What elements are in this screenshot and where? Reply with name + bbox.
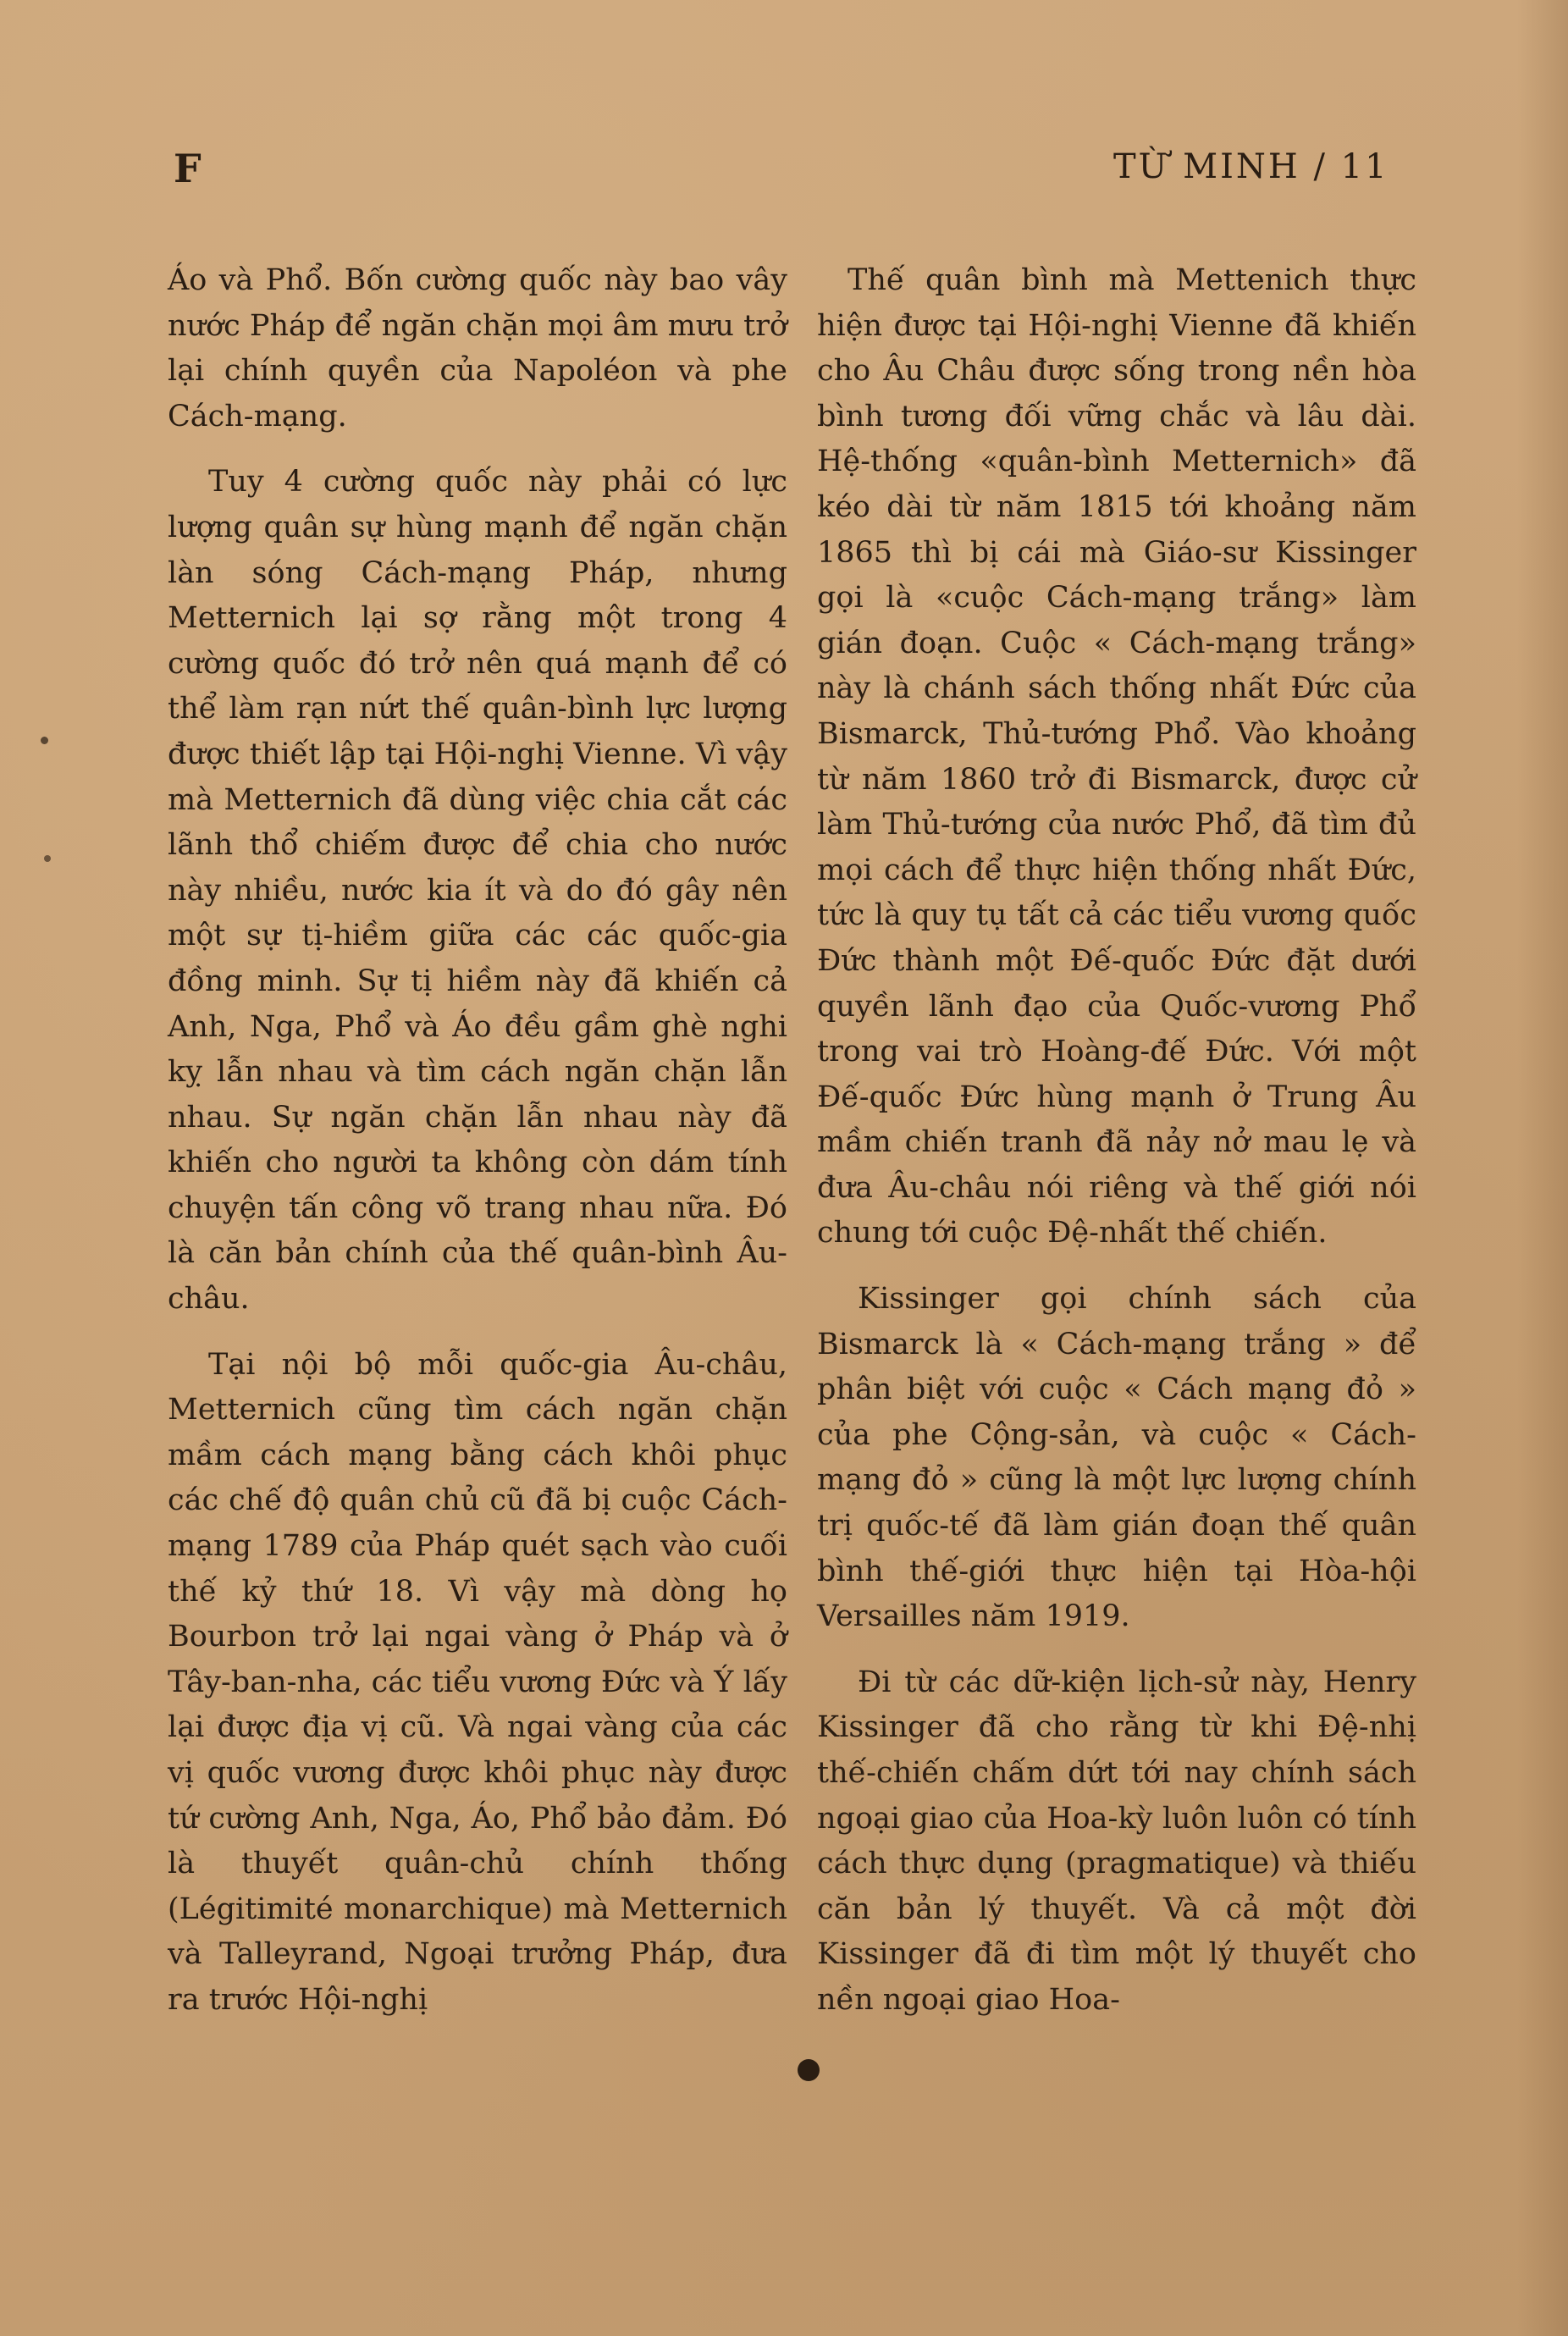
page-edge-shadow: [1517, 0, 1568, 2336]
paragraph: Kissinger gọi chính sách của Bismarck là « Cách-mạng trắng » để phân biệt với cuộc « Cách mạng đỏ » của phe Cộng-sản, và cuộc « Cách-mạng đỏ » cũng là một lực lượng chính trị quốc-tế đã làm gián đoạn thế quân bình thế-giới thực hiện tại Hòa-hội Versailles năm 1919.: [817, 1282, 1416, 1634]
page-corner-mark: F: [174, 146, 202, 191]
right-column: [817, 258, 1416, 2044]
paragraph: Tại nội bộ mỗi quốc-gia Âu-châu, Metternich cũng tìm cách ngăn chặn mầm cách mạng bằng cách khôi phục các chế độ quân chủ cũ đã bị cuộc Cách-mạng 1789 của Pháp quét sạch vào cuối thế kỷ thứ 18. Vì vậy mà dòng họ Bourbon trở lại ngai vàng ở Pháp và ở Tây-ban-nha, các tiểu vương Đức và Ý lấy lại được địa vị cũ. Và ngai vàng của các vị quốc vương được khôi phục này được tứ cường Anh, Nga, Áo, Phổ bảo đảm. Đó là thuyết quân-chủ chính thống (Légitimité monarchique) mà Metternich và Talleyrand, Ngoại trưởng Pháp, đưa ra trước Hội-nghị: [168, 1347, 787, 2017]
paragraph: Thế quân bình mà Mettenich thực hiện được tại Hội-nghị Vienne đã khiến cho Âu Châu được sống trong nền hòa bình tương đối vững chắc và lâu dài. Hệ-thống «quân-bình Metternich» đã kéo dài từ năm 1815 tới khoảng năm 1865 thì bị cái mà Giáo-sư Kissinger gọi là «cuộc Cách-mạng trắng» làm gián đoạn. Cuộc « Cách-mạng trắng» này là chánh sách thống nhất Đức của Bismarck, Thủ-tướng Phổ. Vào khoảng từ năm 1860 trở đi Bismarck, được cử làm Thủ-tướng của nước Phổ, đã tìm đủ mọi cách để thực hiện thống nhất Đức, tức là quy tụ tất cả các tiểu vương quốc Đức thành một Đế-quốc Đức đặt dưới quyền lãnh đạo của Quốc-vương Phổ trong vai trò Hoàng-đế Đức. Với một Đế-quốc Đức hùng mạnh ở Trung Âu mầm chiến tranh đã nảy nở mau lẹ và đưa Âu-châu nói riêng và thế giới nói chung tới cuộc Đệ-nhất thế chiến.: [817, 263, 1416, 1251]
ink-blot: [798, 2059, 820, 2081]
running-header: TỪ MINH / 11: [1113, 147, 1389, 186]
paragraph: Đi từ các dữ-kiện lịch-sử này, Henry Kissinger đã cho rằng từ khi Đệ-nhị thế-chiến chấm dứt tới nay chính sách ngoại giao của Hoa-kỳ luôn luôn có tính cách thực dụng (pragmatique) và thiếu căn bản lý thuyết. Và cả một đời Kissinger đã đi tìm một lý thuyết cho nền ngoại giao Hoa-: [817, 1665, 1416, 2017]
paragraph: Tuy 4 cường quốc này phải có lực lượng quân sự hùng mạnh để ngăn chặn làn sóng Cách-mạng Pháp, nhưng Metternich lại sợ rằng một trong 4 cường quốc đó trở nên quá mạnh để có thể làm rạn nứt thế quân-bình lực lượng được thiết lập tại Hội-nghị Vienne. Vì vậy mà Metternich đã dùng việc chia cắt các lãnh thổ chiếm được để chia cho nước này nhiều, nước kia ít và do đó gây nên một sự tị-hiềm giữa các các quốc-gia đồng minh. Sự tị hiềm này đã khiến cả Anh, Nga, Phổ và Áo đều gầm ghè nghi kỵ lẫn nhau và tìm cách ngăn chặn lẫn nhau. Sự ngăn chặn lẫn nhau này đã khiến cho người ta không còn dám tính chuyện tấn công võ trang nhau nữa. Đó là căn bản chính của thế quân-bình Âu-châu.: [168, 465, 787, 1317]
ink-speck: [41, 737, 48, 744]
ink-speck: [44, 855, 51, 862]
left-column: [168, 258, 787, 2044]
paragraph: Áo và Phổ. Bốn cường quốc này bao vây nước Pháp để ngăn chặn mọi âm mưu trở lại chính quyền của Napoléon và phe Cách-mạng.: [168, 263, 787, 434]
